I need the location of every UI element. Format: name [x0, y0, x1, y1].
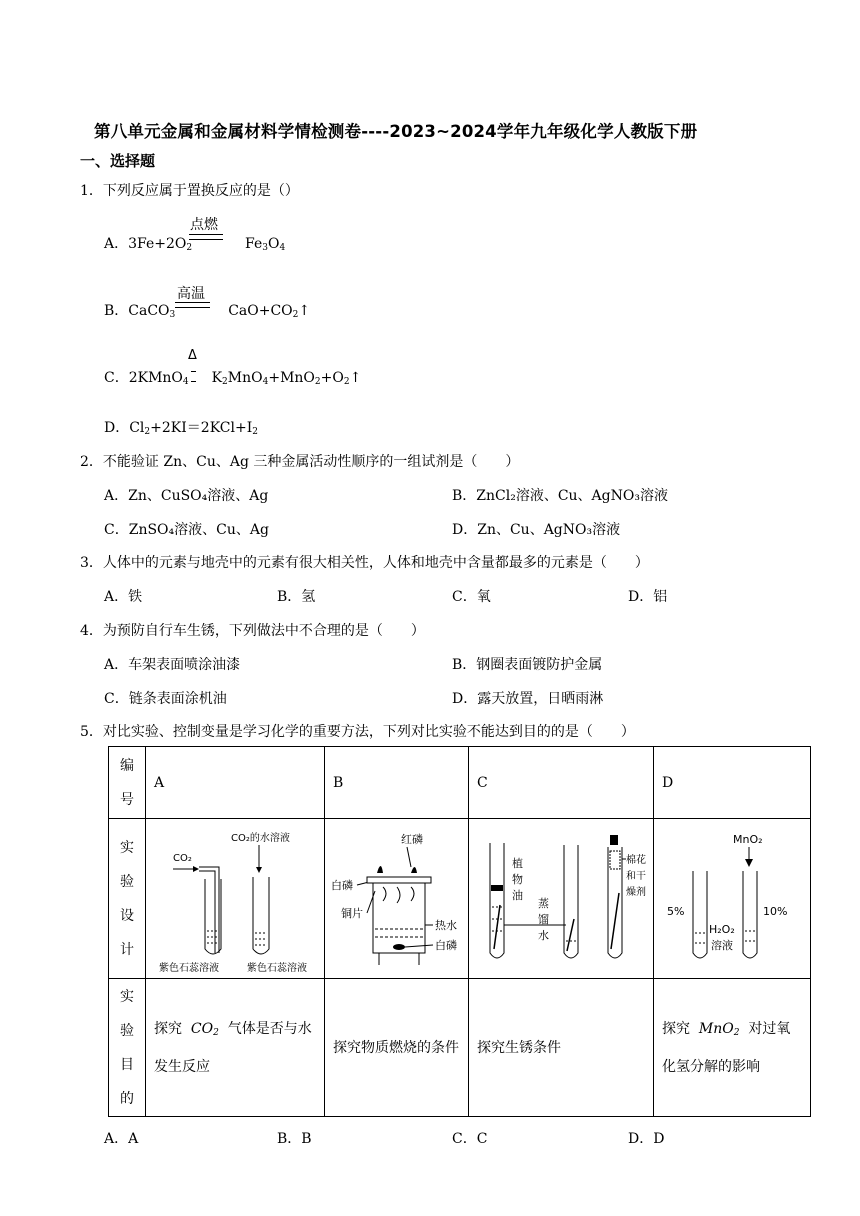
svg-text:10%: 10%	[763, 904, 788, 918]
purpose-b: 探究物质燃烧的条件	[325, 979, 469, 1117]
design-a-cell	[146, 819, 325, 979]
page-title: 第八单元金属和金属材料学情检测卷----2023~2024学年九年级化学人教版下册	[94, 122, 698, 141]
col-c-header: C	[469, 747, 654, 819]
table-header-purpose: 实 验 目 的	[109, 979, 146, 1117]
svg-text:馏: 馏	[538, 912, 549, 926]
q1-a-condition: 点燃	[190, 217, 218, 233]
q4-option-b: B．钢圈表面镀防护金属	[452, 657, 603, 673]
svg-text:和干: 和干	[626, 870, 646, 882]
svg-text:蒸: 蒸	[538, 896, 549, 910]
q5-option-d: D．D	[628, 1131, 665, 1147]
svg-text:紫色石蕊溶液: 紫色石蕊溶液	[247, 962, 307, 974]
q2-stem: 2．不能验证 Zn、Cu、Ag 三种金属活动性顺序的一组试剂是（ ）	[80, 454, 520, 470]
design-c-figure	[476, 821, 646, 977]
q1-b-condition: 高温	[177, 286, 205, 302]
purpose-c: 探究生锈条件	[469, 979, 654, 1117]
q2-option-c: C．ZnSO₄溶液、Cu、Ag	[104, 522, 269, 538]
q4-option-c: C．链条表面涂机油	[104, 691, 227, 707]
design-b-figure	[327, 821, 467, 977]
design-c-cell	[469, 819, 654, 979]
svg-text:CO₂: CO₂	[173, 852, 192, 864]
q3-stem: 3．人体中的元素与地壳中的元素有很大相关性，人体和地壳中含量都最多的元素是（ ）	[80, 555, 649, 571]
col-d-header: D	[654, 747, 811, 819]
col-a-header: A	[146, 747, 325, 819]
q1-a-equals	[189, 234, 223, 240]
q1-option-a: A．$3Fe+2O_2$ $Fe_3O_4$	[104, 236, 286, 253]
q2-option-d: D．Zn、Cu、AgNO₃溶液	[452, 522, 621, 538]
svg-text:MnO₂: MnO₂	[733, 832, 763, 846]
q2-option-b: B．ZnCl₂溶液、Cu、AgNO₃溶液	[452, 488, 668, 504]
svg-text:白磷: 白磷	[434, 938, 457, 952]
section-heading: 一、选择题	[80, 152, 156, 170]
svg-text:棉花: 棉花	[626, 854, 646, 866]
q5-option-c: C．C	[452, 1131, 488, 1147]
q3-option-a: A．铁	[104, 589, 143, 605]
q3-option-d: D．铝	[628, 589, 668, 605]
svg-text:白磷: 白磷	[330, 878, 353, 892]
table-header-design: 实 验 设 计	[109, 819, 146, 979]
q1-option-b: B．CaCO$_3$ $CaO+CO_2↑$	[104, 303, 311, 320]
q1-option-c: C．2KMnO$_4$ $K_2MnO_4+MnO_2+O_2↑$	[104, 370, 362, 387]
q2-option-a: A．Zn、CuSO₄溶液、Ag	[104, 488, 269, 504]
svg-text:热水: 热水	[434, 918, 457, 932]
design-d-cell	[654, 819, 811, 979]
design-a-figure	[147, 821, 323, 977]
design-d-figure	[657, 821, 807, 977]
q3-option-c: C．氧	[452, 589, 491, 605]
svg-text:油: 油	[512, 888, 523, 902]
svg-text:溶液: 溶液	[711, 938, 733, 952]
purpose-a: 探究 $CO_2$ 气体是否与水发生反应	[146, 979, 325, 1117]
svg-text:水: 水	[538, 928, 549, 942]
q4-option-a: A．车架表面喷涂油漆	[104, 657, 241, 673]
q4-stem: 4．为预防自行车生锈，下列做法中不合理的是（ ）	[80, 623, 425, 639]
q1-stem: 1．下列反应属于置换反应的是（）	[80, 183, 299, 199]
svg-text:CO₂的水溶液: CO₂的水溶液	[231, 832, 290, 844]
purpose-d: 探究 MnO$_2$ 对过氧化氢分解的影响	[654, 979, 811, 1117]
q4-option-d: D．露天放置，日晒雨淋	[452, 691, 604, 707]
svg-text:H₂O₂: H₂O₂	[709, 922, 735, 936]
q5-stem: 5．对比实验、控制变量是学习化学的重要方法，下列对比实验不能达到目的的是（ ）	[80, 724, 635, 740]
q1-option-d: D．$Cl_2+2KI=2KCl+I_2$	[104, 420, 258, 437]
q1-b-equals	[175, 302, 210, 308]
q5-option-a: A．A	[104, 1131, 139, 1147]
svg-text:铜片: 铜片	[340, 906, 363, 920]
q5-table	[108, 746, 811, 1117]
table-header-number: 编 号	[109, 747, 146, 819]
svg-text:物: 物	[512, 872, 523, 886]
q1-c-dash1	[191, 371, 196, 372]
q1-c-condition: Δ	[188, 348, 197, 363]
q1-c-dash2	[191, 381, 196, 382]
q3-option-b: B．氢	[277, 589, 316, 605]
svg-text:紫色石蕊溶液: 紫色石蕊溶液	[159, 962, 219, 974]
svg-text:燥剂: 燥剂	[626, 886, 646, 898]
q5-option-b: B．B	[277, 1131, 312, 1147]
col-b-header: B	[325, 747, 469, 819]
svg-text:5%: 5%	[667, 904, 685, 918]
design-b-cell	[325, 819, 469, 979]
svg-text:植: 植	[512, 856, 523, 870]
svg-text:红磷: 红磷	[400, 832, 423, 846]
